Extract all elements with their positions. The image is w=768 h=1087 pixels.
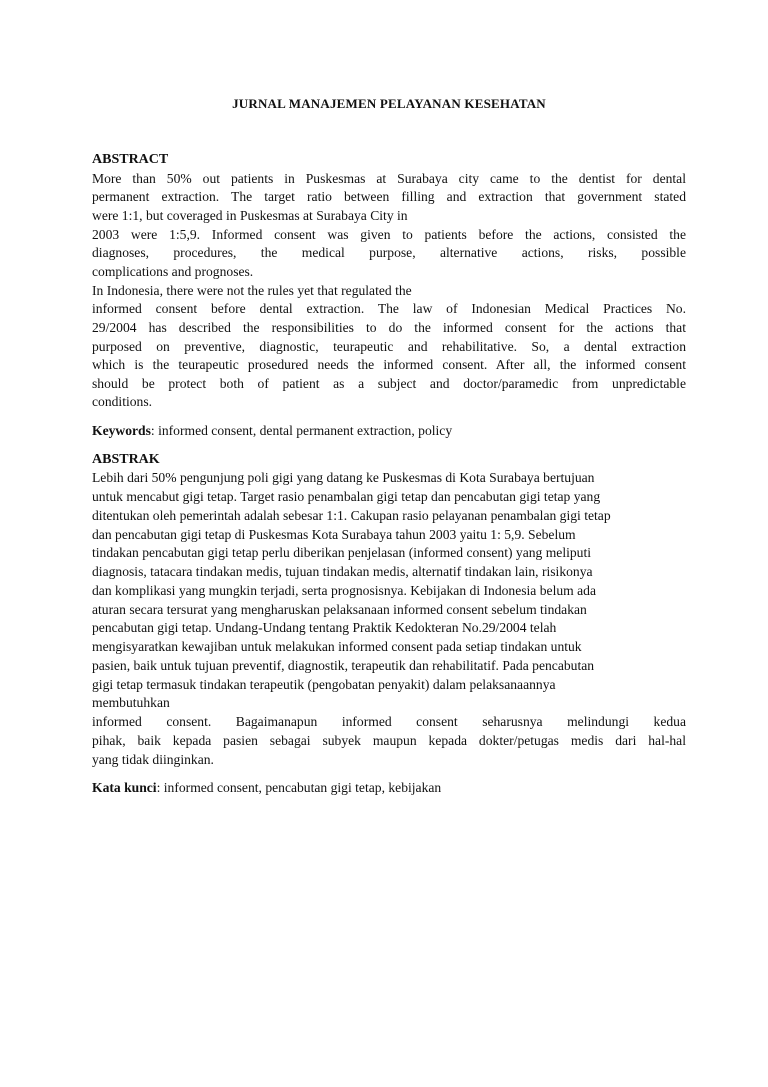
text-line: In Indonesia, there were not the rules yet that regulated the (92, 282, 412, 298)
abstrak-section (92, 451, 686, 798)
text-line: pencabutan gigi tetap. Undang-Undang tentang Praktik Kedokteran No.29/2004 telah (92, 620, 557, 636)
text-line: pasien, baik untuk tujuan preventif, diagnostik, terapeutik dan rehabilitatif. Pada pencabutan (92, 657, 595, 673)
text-line: pihak, baik kepada pasien sebagai subyek maupun kepada dokter/petugas medis dari hal-hal (92, 732, 686, 748)
abstract-body (92, 170, 686, 413)
text-line: should be protect both of patient as a subject and doctor/paramedic from unpredictable (92, 375, 686, 391)
text-line: Lebih dari 50% pengunjung poli gigi yang datang ke Puskesmas di Kota Surabaya bertujuan (92, 470, 595, 486)
text-line: dan komplikasi yang mungkin terjadi, serta prognosisnya. Kebijakan di Indonesia belum ada (92, 582, 596, 598)
abstract-section (92, 151, 686, 441)
text-line: tindakan pencabutan gigi tetap perlu diberikan penjelasan (informed consent) yang meliputi (92, 545, 592, 561)
keywords-text: : informed consent, dental permanent extraction, policy (150, 423, 453, 439)
keywords-label: Keywords (92, 423, 151, 439)
kata-kunci-text: : informed consent, pencabutan gigi tetap, kebijakan (156, 780, 442, 796)
text-line: 2003 were 1:5,9. Informed consent was given to patients before the actions, consisted the (92, 226, 686, 242)
abstrak-keywords (92, 779, 686, 798)
text-line: informed consent before dental extraction. The law of Indonesian Medical Practices No. (92, 301, 686, 317)
text-line: permanent extraction. The target ratio between filling and extraction that government stated (92, 189, 686, 205)
text-line: dan pencabutan gigi tetap di Puskesmas Kota Surabaya tahun 2003 yaitu 1: 5,9. Sebelum (92, 526, 576, 542)
text-line: conditions. (92, 394, 153, 410)
text-line: diagnoses, procedures, the medical purpose, alternative actions, risks, possible (92, 245, 686, 261)
text-line: gigi tetap termasuk tindakan terapeutik (pengobatan penyakit) dalam pelaksanaannya (92, 676, 556, 692)
document-page (92, 96, 686, 808)
text-line: mengisyaratkan kewajiban untuk melakukan informed consent pada setiap tindakan untuk (92, 639, 582, 655)
journal-title: JURNAL MANAJEMEN PELAYANAN KESEHATAN (232, 96, 546, 111)
text-line: complications and prognoses. (92, 263, 254, 279)
text-line: untuk mencabut gigi tetap. Target rasio penambalan gigi tetap dan pencabutan gigi tetap yang (92, 489, 601, 505)
text-line: yang tidak diinginkan. (92, 751, 214, 767)
text-line: 29/2004 has described the responsibilities to do the informed consent for the actions that (92, 319, 686, 335)
text-line: which is the teurapeutic prosedured needs the informed consent. After all, the informed consent (92, 357, 686, 373)
text-line: ditentukan oleh pemerintah adalah sebesar 1:1. Cakupan rasio pelayanan penambalan gigi tetap (92, 507, 611, 523)
text-line: aturan secara tersurat yang mengharuskan pelaksanaan informed consent sebelum tindakan (92, 601, 587, 617)
abstrak-body (92, 469, 686, 769)
text-line: diagnosis, tatacara tindakan medis, tujuan tindakan medis, alternatif tindakan lain, risikonya (92, 564, 593, 580)
text-line: purposed on preventive, diagnostic, teurapeutic and rehabilitative. So, a dental extraction (92, 338, 686, 354)
kata-kunci-label: Kata kunci (92, 780, 157, 796)
text-line: informed consent. Bagaimanapun informed consent seharusnya melindungi kedua (92, 714, 686, 730)
abstrak-heading: ABSTRAK (92, 451, 160, 467)
text-line: membutuhkan (92, 695, 170, 711)
text-line: More than 50% out patients in Puskesmas at Surabaya city came to the dentist for dental (92, 170, 686, 186)
abstract-heading: ABSTRACT (92, 152, 169, 167)
abstract-keywords (92, 422, 686, 441)
text-line: were 1:1, but coveraged in Puskesmas at Surabaya City in (92, 207, 408, 223)
